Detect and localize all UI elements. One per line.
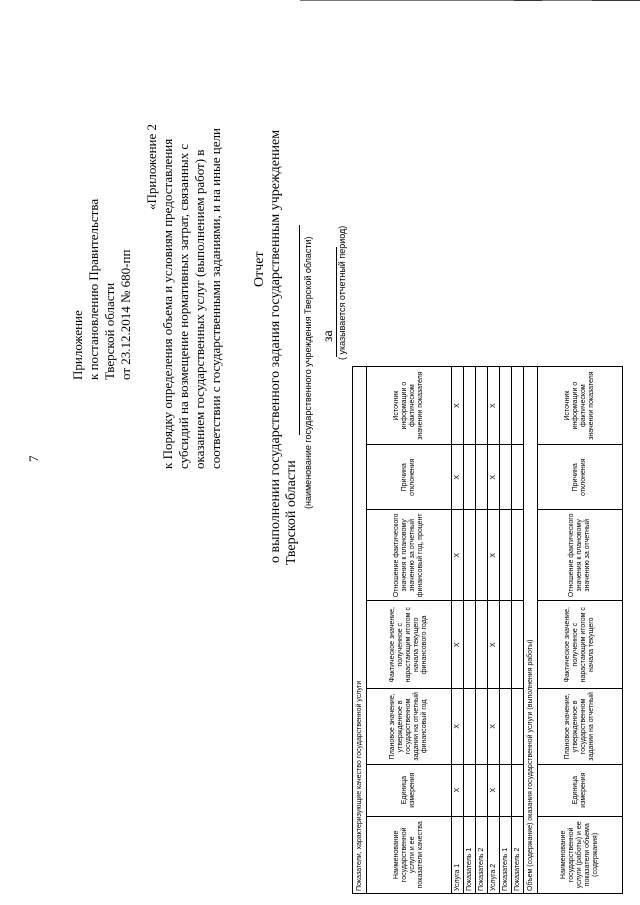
table-cell: Х [452,764,464,816]
table-row [476,367,488,894]
table-cell [464,445,476,510]
report-region: Тверской области [284,460,299,565]
table-cell: Х [488,689,500,765]
table-cell [500,601,512,689]
header-cell: Плановое значение, утвержденное в государственном задании на отчетный [538,689,623,765]
header-cell: Источник информации о фактическом значении показателя [367,367,452,445]
table-cell [464,367,476,445]
appendix-line: от 23.12.2014 № 680-пп [118,249,133,380]
row-label: Услуга 1 [452,816,464,893]
table-cell: Х [488,601,500,689]
table-cell [464,601,476,689]
quality-table [352,366,623,894]
institution-caption: (наименование государственного учреждения Тверской области) [303,236,313,509]
header-cell: Причина отклонения [538,445,623,510]
appendix-line: Тверской области [102,282,117,380]
row-label: Показатель 1 [464,816,476,893]
header-cell: Источник информации о фактическом значении показателя [538,367,623,445]
header-cell: Наименование государственной услуги (работы) и ее показатели объема (содержания) [538,816,623,893]
appendix-line: к постановлению Правительства [86,198,101,380]
header-cell: Фактическое значение, полученное с нарастающим итогом с начала текущего финансового года [367,601,452,689]
header-cell: Плановое значение, утвержденное в государственном задании на отчетный финансовый год [367,689,452,765]
section-title: Объем (содержание) оказания государственной услуги (выполнения работы) [524,367,538,894]
table-row [464,367,476,894]
report-subtitle: о выполнении государственного задания государственным учреждением [268,129,283,563]
appendix2-line: к Порядку определения объема и условиям предоставления [160,138,175,469]
table-cell [512,764,524,816]
table-cell [512,689,524,765]
row-label: Услуга 2 [488,816,500,893]
table-cell [464,764,476,816]
table-cell [464,510,476,601]
table-row [512,367,524,894]
institution-underline [299,225,300,435]
row-label: Показатель 1 [500,816,512,893]
table-row [488,367,500,894]
appendix2-line: «Приложение 2 [144,123,159,210]
table-cell [476,689,488,765]
table-cell [476,445,488,510]
table-cell [500,510,512,601]
period-caption: ( указывается отчетный период) [337,225,347,360]
table-cell [464,689,476,765]
table-cell: Х [488,445,500,510]
table-cell [476,367,488,445]
table-cell [512,445,524,510]
table-cell [500,689,512,765]
row-label: Показатель 2 [476,816,488,893]
table-cell: Х [452,367,464,445]
table-cell [476,510,488,601]
table-cell [512,510,524,601]
page-number: 7 [26,455,41,462]
table-cell: Х [452,445,464,510]
table-cell [476,764,488,816]
row-label: Показатель 2 [512,816,524,893]
table-cell: Х [488,510,500,601]
table-cell [512,367,524,445]
header-cell: Единица измерения [538,764,623,816]
header-cell: Отношение фактического значения к плановому значению за отчетный финансовый год, процент [367,510,452,601]
table-cell: Х [452,510,464,601]
table-cell [476,601,488,689]
appendix-line: Приложение [70,310,85,380]
table-cell [512,601,524,689]
table-cell: Х [488,367,500,445]
period-prefix: за [321,330,336,342]
header-cell: Отношение фактического значения к плановому значению за отчетный [538,510,623,601]
table-cell [500,764,512,816]
table-cell: Х [452,601,464,689]
section-title: Показатели, характеризующие качество государственной услуги [353,367,367,894]
appendix2-line: субсидий на возмещение нормативных затрат, связанных с [176,143,191,469]
table-cell [500,367,512,445]
report-title: Отчет [252,251,267,287]
header-cell: Фактическое значение, полученное с нарастающим итогом с начала текущего [538,601,623,689]
header-cell: Причина отклонения [367,445,452,510]
header-cell: Наименование государственной услуги и ее показатели качества [367,816,452,893]
appendix2-line: соответствии с государственными заданиями, и на иные цели [208,128,223,469]
table-cell: Х [488,764,500,816]
appendix2-line: оказанием государственных услуг (выполнением работ) в [192,149,207,469]
header-cell: Единица измерения [367,764,452,816]
table-row [452,367,464,894]
table-cell: Х [452,689,464,765]
table-cell [500,445,512,510]
table-row [500,367,512,894]
